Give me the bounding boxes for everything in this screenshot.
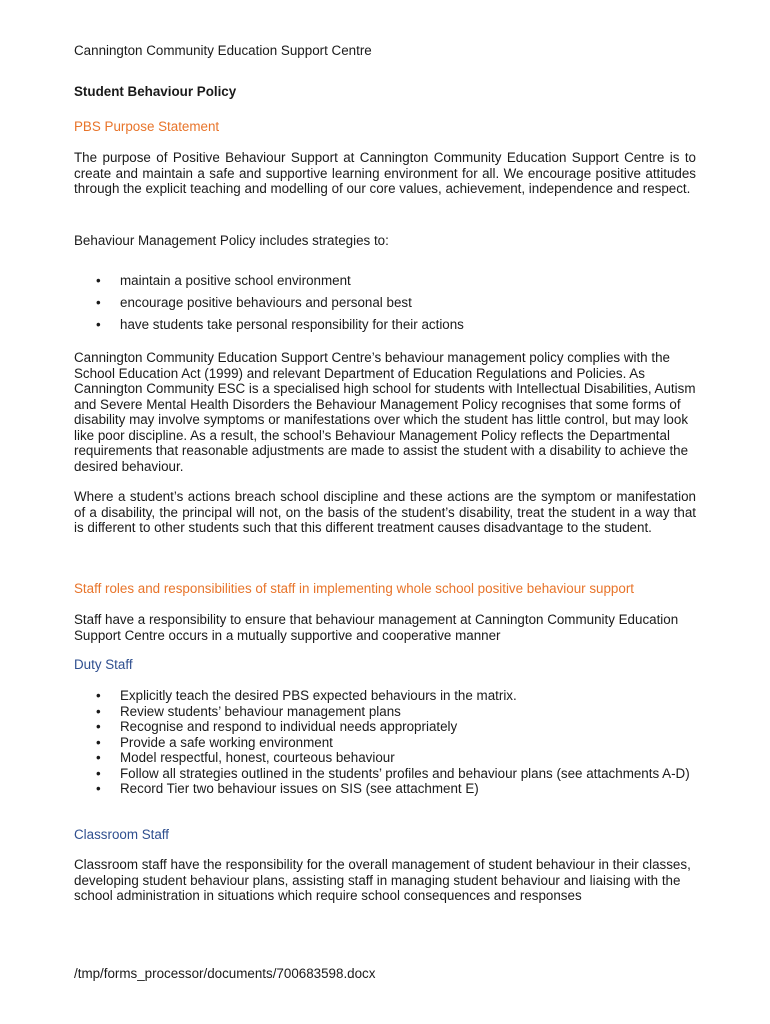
disability-breach-paragraph: Where a student’s actions breach school discipline and these actions are the symptom or manifestation of a disability, the principal will not, on the basis of the student’s disability, treat the student in a way that is different to other students such that this different treatment causes disadvantage to the student.: [74, 489, 696, 535]
pbs-purpose-paragraph: The purpose of Positive Behaviour Support at Cannington Community Education Support Centre is to create and maintain a safe and supportive learning environment for all. We encourage positive attitudes through the explicit teaching and modelling of our core values, achievement, independence and respect.: [74, 150, 696, 196]
list-item: • have students take personal responsibility for their actions: [74, 317, 696, 333]
list-item: • Recognise and respond to individual needs appropriately: [74, 719, 696, 735]
policy-compliance-paragraph: Cannington Community Education Support Centre’s behaviour management policy complies with the School Education Act (1999) and relevant Department of Education Regulations and Policies. As Cannington Community ESC is a specialised high school for students with Intellectual Disabilities, Autism and Severe Mental Health Disorders the Behaviour Management Policy recognises that some forms of disability may involve symptoms or manifestations over which the student has little control, but may look like poor discipline. As a result, the school’s Behaviour Management Policy reflects the Departmental requirements that reasonable adjustments are made to assist the student with a disability to achieve the desired behaviour.: [74, 350, 696, 474]
classroom-staff-paragraph: Classroom staff have the responsibility for the overall management of student behaviour in their classes, developing student behaviour plans, assisting staff in managing student behaviour and liaising with the school administration in situations which require school consequences and responses: [74, 857, 691, 903]
list-item: • Review students’ behaviour management plans: [74, 704, 696, 720]
list-item: • Follow all strategies outlined in the students’ profiles and behaviour plans (see attachments A-D): [74, 766, 696, 782]
staff-roles-heading: Staff roles and responsibilities of staff in implementing whole school positive behaviour support: [74, 581, 634, 596]
list-item: • Record Tier two behaviour issues on SIS (see attachment E): [74, 781, 696, 797]
strategies-list: [74, 273, 696, 333]
duty-staff-heading: Duty Staff: [74, 657, 133, 672]
document-header: Cannington Community Education Support Centre: [74, 43, 372, 58]
strategies-intro: Behaviour Management Policy includes strategies to:: [74, 233, 389, 248]
list-item: • Provide a safe working environment: [74, 735, 696, 751]
document-footer-path: /tmp/forms_processor/documents/700683598.docx: [74, 966, 376, 981]
classroom-staff-heading: Classroom Staff: [74, 827, 170, 842]
staff-responsibility-paragraph: Staff have a responsibility to ensure that behaviour management at Cannington Community Education Support Centre occurs in a mutually supportive and cooperative manner: [74, 612, 679, 643]
pbs-purpose-heading: PBS Purpose Statement: [74, 119, 220, 134]
list-item: • maintain a positive school environment: [74, 273, 696, 289]
list-item: • Explicitly teach the desired PBS expected behaviours in the matrix.: [74, 688, 696, 704]
duty-staff-list: [74, 688, 696, 797]
list-item: • Model respectful, honest, courteous behaviour: [74, 750, 696, 766]
page-title: Student Behaviour Policy: [74, 84, 237, 99]
list-item: • encourage positive behaviours and personal best: [74, 295, 696, 311]
